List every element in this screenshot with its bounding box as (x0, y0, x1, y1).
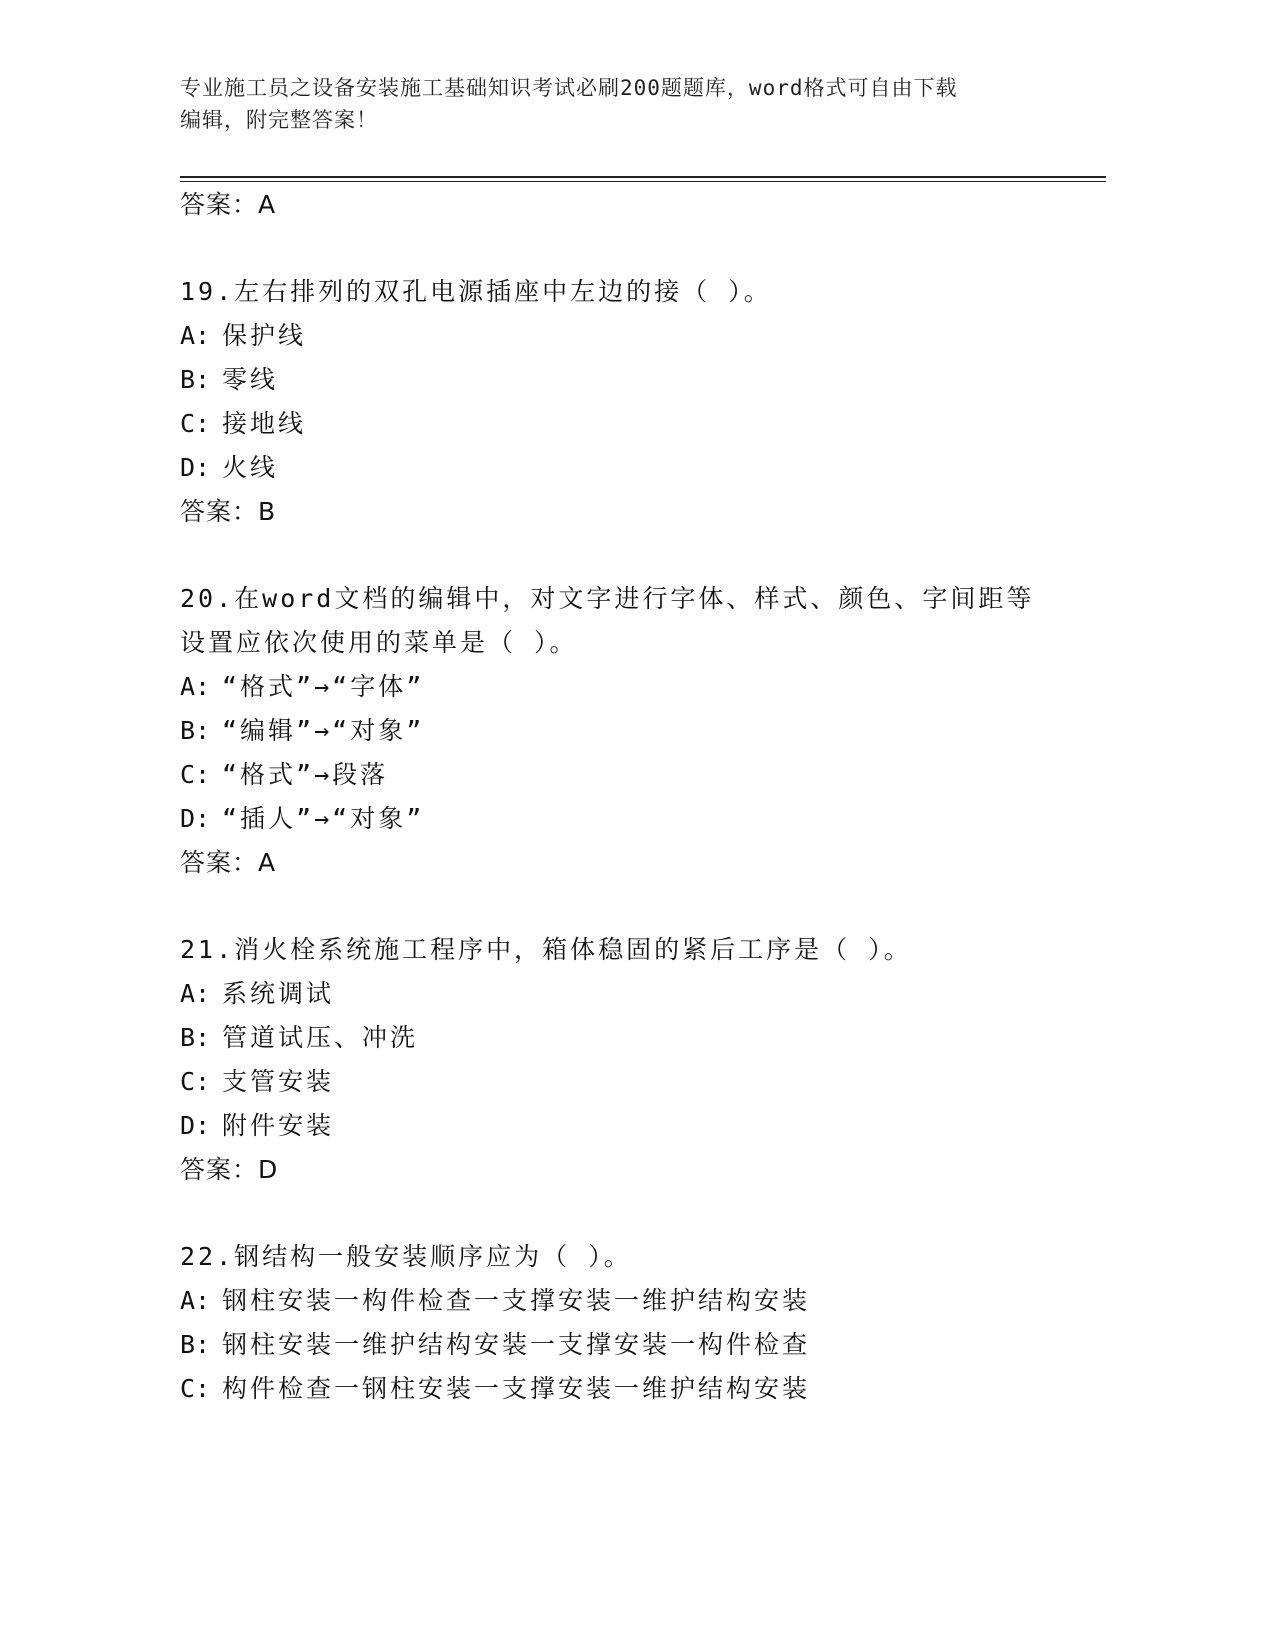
option-text: 保护线 (222, 321, 307, 350)
option-a (180, 314, 1060, 358)
question-block-19 (180, 270, 1060, 534)
option-text: 火线 (222, 453, 279, 482)
option-key: C: (180, 1374, 211, 1403)
option-text: 支管安装 (222, 1067, 335, 1096)
option-key: D: (180, 453, 211, 482)
option-b (180, 709, 1060, 753)
spacer (180, 885, 1060, 928)
spacer (180, 1192, 1060, 1235)
question-block-20 (180, 577, 1060, 885)
option-c (180, 1367, 1060, 1411)
option-d (180, 446, 1060, 490)
option-text: “插人”→“对象” (222, 804, 425, 833)
option-key: A: (180, 1286, 211, 1315)
option-key: A: (180, 321, 211, 350)
option-text: 零线 (222, 365, 279, 394)
option-c (180, 753, 1060, 797)
answer-text: 答案：D (180, 1155, 279, 1184)
option-key: A: (180, 672, 211, 701)
option-text: 管道试压、冲洗 (222, 1023, 419, 1052)
question-stem: 19.左右排列的双孔电源插座中左边的接（ ）。 (180, 277, 772, 306)
spacer (180, 227, 1060, 270)
option-text: “编辑”→“对象” (222, 716, 425, 745)
option-text: 构件检查一钢柱安装一支撑安装一维护结构安装 (222, 1374, 811, 1403)
option-d (180, 797, 1060, 841)
question-stem: 22.钢结构一般安装顺序应为（ ）。 (180, 1242, 632, 1271)
option-key: C: (180, 760, 211, 789)
option-a (180, 972, 1060, 1016)
option-a (180, 1279, 1060, 1323)
spacer (180, 534, 1060, 577)
option-key: D: (180, 1111, 211, 1140)
header-divider-thin (180, 181, 1106, 182)
option-key: B: (180, 365, 211, 394)
option-key: C: (180, 409, 211, 438)
option-c (180, 402, 1060, 446)
question-list (180, 183, 1060, 1411)
option-a (180, 665, 1060, 709)
option-b (180, 1323, 1060, 1367)
header-title-line-1: 专业施工员之设备安装施工基础知识考试必刷200题题库，word格式可自由下载 (180, 76, 958, 100)
option-c (180, 1060, 1060, 1104)
answer-text: 答案：A (180, 848, 277, 877)
question-stem: 21.消火栓系统施工程序中，箱体稳固的紧后工序是（ ）。 (180, 935, 912, 964)
option-d (180, 1104, 1060, 1148)
option-key: B: (180, 716, 211, 745)
option-text: “格式”→“字体” (222, 672, 425, 701)
option-text: 接地线 (222, 409, 307, 438)
option-key: B: (180, 1023, 211, 1052)
option-text: “格式”→段落 (222, 760, 389, 789)
option-key: A: (180, 979, 211, 1008)
option-text: 钢柱安装一维护结构安装一支撑安装一构件检查 (222, 1330, 811, 1359)
option-text: 钢柱安装一构件检查一支撑安装一维护结构安装 (222, 1286, 811, 1315)
option-key: D: (180, 804, 211, 833)
document-header (180, 72, 1060, 136)
question-stem: 20.在word文档的编辑中，对文字进行字体、样式、颜色、字间距等设置应依次使用的菜单是（ ）。 (180, 584, 1035, 657)
question-block-22 (180, 1235, 1060, 1411)
header-divider (180, 176, 1106, 178)
option-key: B: (180, 1330, 211, 1359)
option-text: 附件安装 (222, 1111, 335, 1140)
option-key: C: (180, 1067, 211, 1096)
header-title-line-2: 编辑，附完整答案！ (180, 108, 378, 132)
option-b (180, 358, 1060, 402)
option-b (180, 1016, 1060, 1060)
answer-text: 答案：A (180, 190, 277, 219)
question-block-21 (180, 928, 1060, 1192)
answer-text: 答案：B (180, 497, 277, 526)
option-text: 系统调试 (222, 979, 335, 1008)
